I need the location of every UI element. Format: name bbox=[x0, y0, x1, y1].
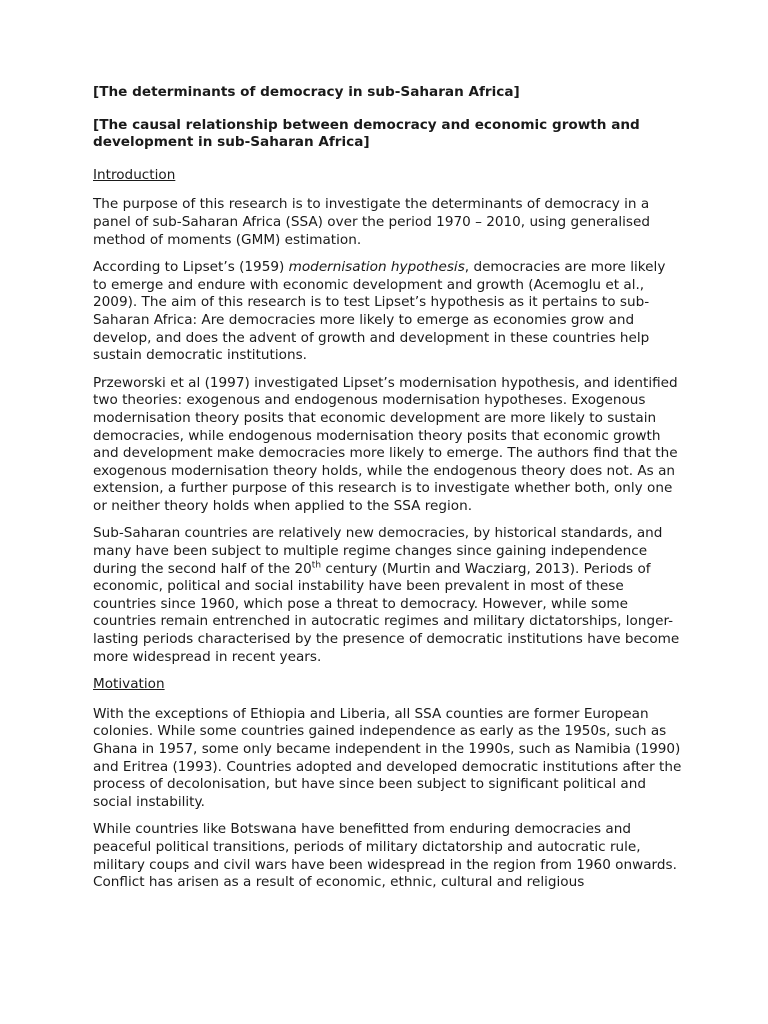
text-run: Sub-Saharan countries are relatively new democracies, by historical standards, and many have been subject to multiple regime changes since gaining independence during the second half of the 20 bbox=[93, 525, 663, 577]
document-title: [The determinants of democracy in sub-Saharan Africa] bbox=[93, 84, 520, 100]
paragraph-colonies bbox=[93, 706, 683, 812]
text-run: century (Murtin and Wacziarg, 2013). Periods of economic, political and social instability have been prevalent in most of these countries since 1960, which pose a threat to democracy. However, while some countries remain entrenched in autocratic regimes and military dictatorships, longer-lasting periods characterised by the presence of democratic institutions have become more widespread in recent years. bbox=[93, 560, 680, 665]
paragraph-purpose bbox=[93, 196, 683, 249]
section-heading-motivation: Motivation bbox=[93, 676, 165, 693]
paragraph-botswana bbox=[93, 821, 683, 891]
text-run: , democracies are more likely to emerge and endure with economic development and growth (Acemoglu et al., 2009). The aim of this research is to test Lipset’s hypothesis as it pertains to sub-Saharan Africa: Are democracies more likely to emerge as economies grow and develop, and does the advent of growth and development in these countries help sustain democratic institutions. bbox=[93, 259, 666, 364]
paragraph-text: Przeworski et al (1997) investigated Lipset’s modernisation hypothesis, and identified two theories: exogenous and endogenous modernisation hypotheses. Exogenous modernisation theory posits that economic development are more likely to sustain democracies, while endogenous modernisation theory posits that economic growth and development make democracies more likely to emerge. The authors find that the exogenous modernisation theory holds, while the endogenous theory does not. As an extension, a further purpose of this research is to investigate whether both, only one or neither theory holds when applied to the SSA region. bbox=[93, 374, 678, 514]
document-subtitle: [The causal relationship between democracy and economic growth and development in sub-Saharan Africa] bbox=[93, 116, 640, 151]
text-run: According to Lipset’s (1959) bbox=[93, 259, 289, 276]
paragraph-text bbox=[93, 525, 683, 666]
superscript: th bbox=[311, 560, 322, 571]
paragraph-new-democracies bbox=[93, 525, 683, 666]
italic-term: modernisation hypothesis bbox=[288, 259, 465, 276]
paragraph-lipset bbox=[93, 259, 683, 365]
document-page bbox=[93, 84, 683, 902]
paragraph-text bbox=[93, 259, 683, 365]
paragraph-przeworski bbox=[93, 375, 683, 516]
section-heading-introduction: Introduction bbox=[93, 166, 176, 183]
paragraph-text: The purpose of this research is to investigate the determinants of democracy in a panel of sub-Saharan Africa (SSA) over the period 1970 – 2010, using generalised method of moments (GMM) estimation. bbox=[93, 196, 650, 248]
paragraph-text: With the exceptions of Ethiopia and Liberia, all SSA counties are former European colonies. While some countries gained independence as early as the 1950s, such as Ghana in 1957, some only became independent in the 1990s, such as Namibia (1990) and Eritrea (1993). Countries adopted and developed democratic institutions after the process of decolonisation, but have since been subject to significant political and social instability. bbox=[93, 705, 682, 810]
paragraph-text: While countries like Botswana have benefitted from enduring democracies and peaceful political transitions, periods of military dictatorship and autocratic rule, military coups and civil wars have been widespread in the region from 1960 onwards. Conflict has arisen as a result of economic, ethnic, cultural and religious bbox=[93, 821, 677, 891]
